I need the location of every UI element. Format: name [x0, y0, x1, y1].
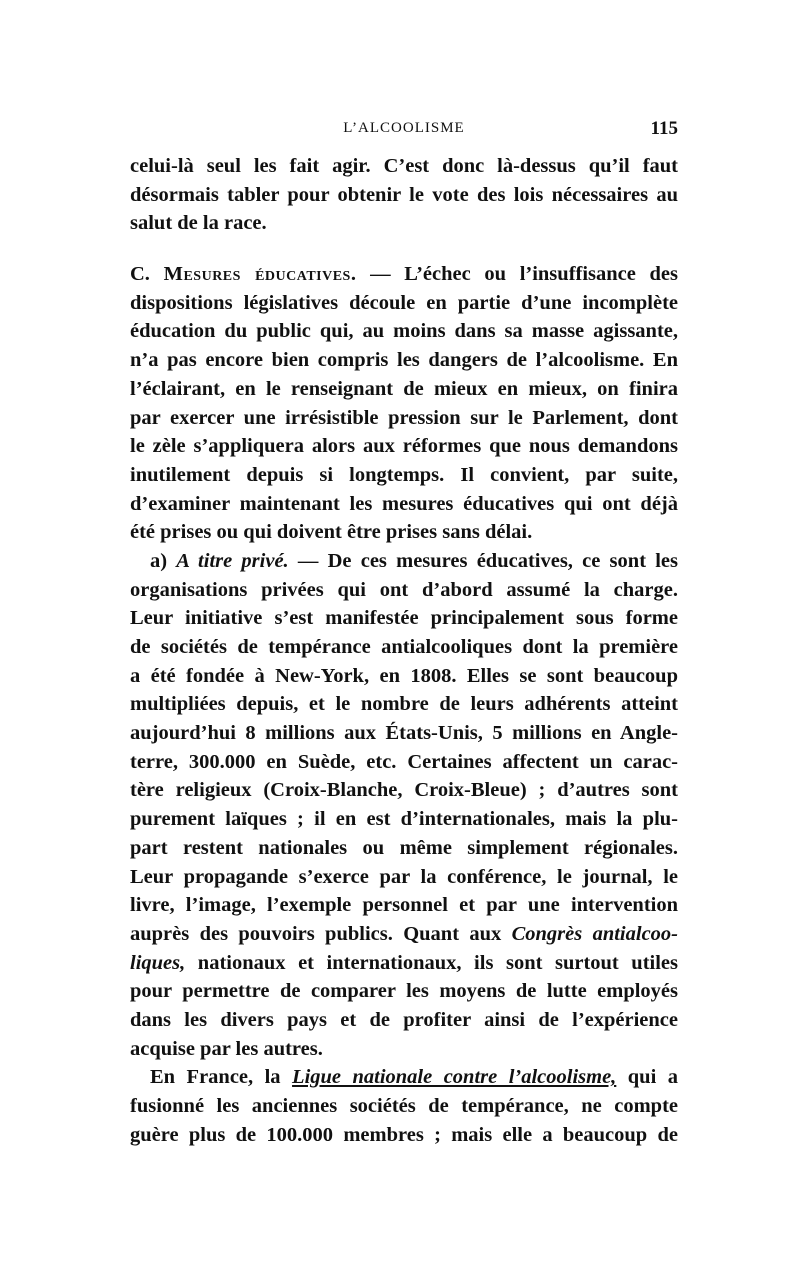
- page-number: 115: [650, 118, 678, 139]
- italic-term: Ligue nationale contre l’alcoolisme,: [292, 1066, 617, 1089]
- text-line: livre, l’image, l’exemple personnel et par une intervention: [130, 894, 678, 917]
- text-segment: nationaux et internationaux, ils sont surtout utiles: [185, 951, 678, 974]
- subsection-label: a): [150, 549, 177, 572]
- paragraph-1: [130, 152, 678, 238]
- text-line: guère plus de 100.000 membres ; mais elle a beaucoup de: [130, 1123, 678, 1146]
- italic-term: Congrès antialcoo-: [511, 922, 678, 945]
- text-line: d’examiner maintenant les mesures éducatives qui ont déjà: [130, 492, 678, 515]
- subsection-continuation: — De ces mesures éducatives, ce sont les: [288, 549, 679, 572]
- section-heading: Mesures éducatives.: [163, 263, 357, 286]
- text-line: aujourd’hui 8 millions aux États-Unis, 5 millions en Angle-: [130, 722, 678, 745]
- text-line: multipliées depuis, et le nombre de leurs adhérents atteint: [130, 693, 678, 716]
- text-line: dans les divers pays et de profiter ainsi de l’expérience: [130, 1008, 678, 1031]
- section-heading-line: [130, 260, 678, 289]
- text-line: fusionné les anciennes sociétés de tempérance, ne compte: [130, 1095, 678, 1117]
- text-line: organisations privées qui ont d’abord assumé la charge.: [130, 578, 678, 601]
- section-letter: C.: [130, 263, 150, 286]
- heading-continuation: — L’échec ou l’insuffisance des: [356, 263, 679, 286]
- text-line: été prises ou qui doivent être prises sans délai.: [130, 521, 533, 544]
- text-line: dispositions législatives découle en partie d’une incomplète: [130, 291, 678, 314]
- text-line: terre, 300.000 en Suède, etc. Certaines affectent un carac-: [130, 750, 678, 773]
- text-line: Leur propagande s’exerce par la conférence, le journal, le: [130, 865, 678, 888]
- subsection-title: A titre privé.: [176, 549, 289, 572]
- text-line: le zèle s’appliquera alors aux réformes que nous demandons: [130, 435, 678, 458]
- subsection-line: [130, 547, 678, 576]
- text-line: tère religieux (Croix-Blanche, Croix-Bleue) ; d’autres sont: [130, 779, 678, 802]
- text-line: éducation du public qui, au moins dans sa masse agissante,: [130, 320, 678, 343]
- text-line: a été fondée à New-York, en 1808. Elles se sont beaucoup: [130, 664, 678, 687]
- text-line: pour permettre de comparer les moyens de lutte employés: [130, 980, 678, 1003]
- text-line: désormais tabler pour obtenir le vote des lois nécessaires au: [130, 183, 678, 206]
- text-line: acquise par les autres.: [130, 1037, 323, 1060]
- text-line: part restent nationales ou même simplement régionales.: [130, 836, 678, 859]
- paragraph-2: [130, 260, 678, 547]
- text-line: [130, 1063, 678, 1092]
- text-line: l’éclairant, en le renseignant de mieux en mieux, on finira: [130, 377, 678, 400]
- text-line: de sociétés de tempérance antialcooliques dont la première: [130, 636, 678, 658]
- body-text: [130, 152, 678, 1149]
- text-line: Leur initiative s’est manifestée principalement sous forme: [130, 607, 678, 630]
- text-line: par exercer une irrésistible pression sur le Parlement, dont: [130, 406, 678, 429]
- paragraph-4: [130, 1063, 678, 1149]
- text-line: salut de la race.: [130, 212, 267, 235]
- text-line: celui-là seul les fait agir. C’est donc là-dessus qu’il faut: [130, 155, 678, 177]
- running-header: [130, 118, 678, 142]
- text-segment: auprès des pouvoirs publics. Quant aux: [130, 922, 512, 945]
- text-line: purement laïques ; il en est d’internationales, mais la plu-: [130, 808, 678, 831]
- text-segment: qui a: [616, 1066, 679, 1089]
- text-line: inutilement depuis si longtemps. Il convient, par suite,: [130, 463, 678, 486]
- text-line: [130, 920, 678, 949]
- paragraph-3: [130, 547, 678, 1063]
- italic-term: liques,: [130, 951, 186, 974]
- text-line: [130, 949, 678, 978]
- text-segment: En France, la: [150, 1066, 293, 1089]
- running-title: L’ALCOOLISME: [343, 120, 465, 136]
- text-line: n’a pas encore bien compris les dangers de l’alcoolisme. En: [130, 349, 678, 372]
